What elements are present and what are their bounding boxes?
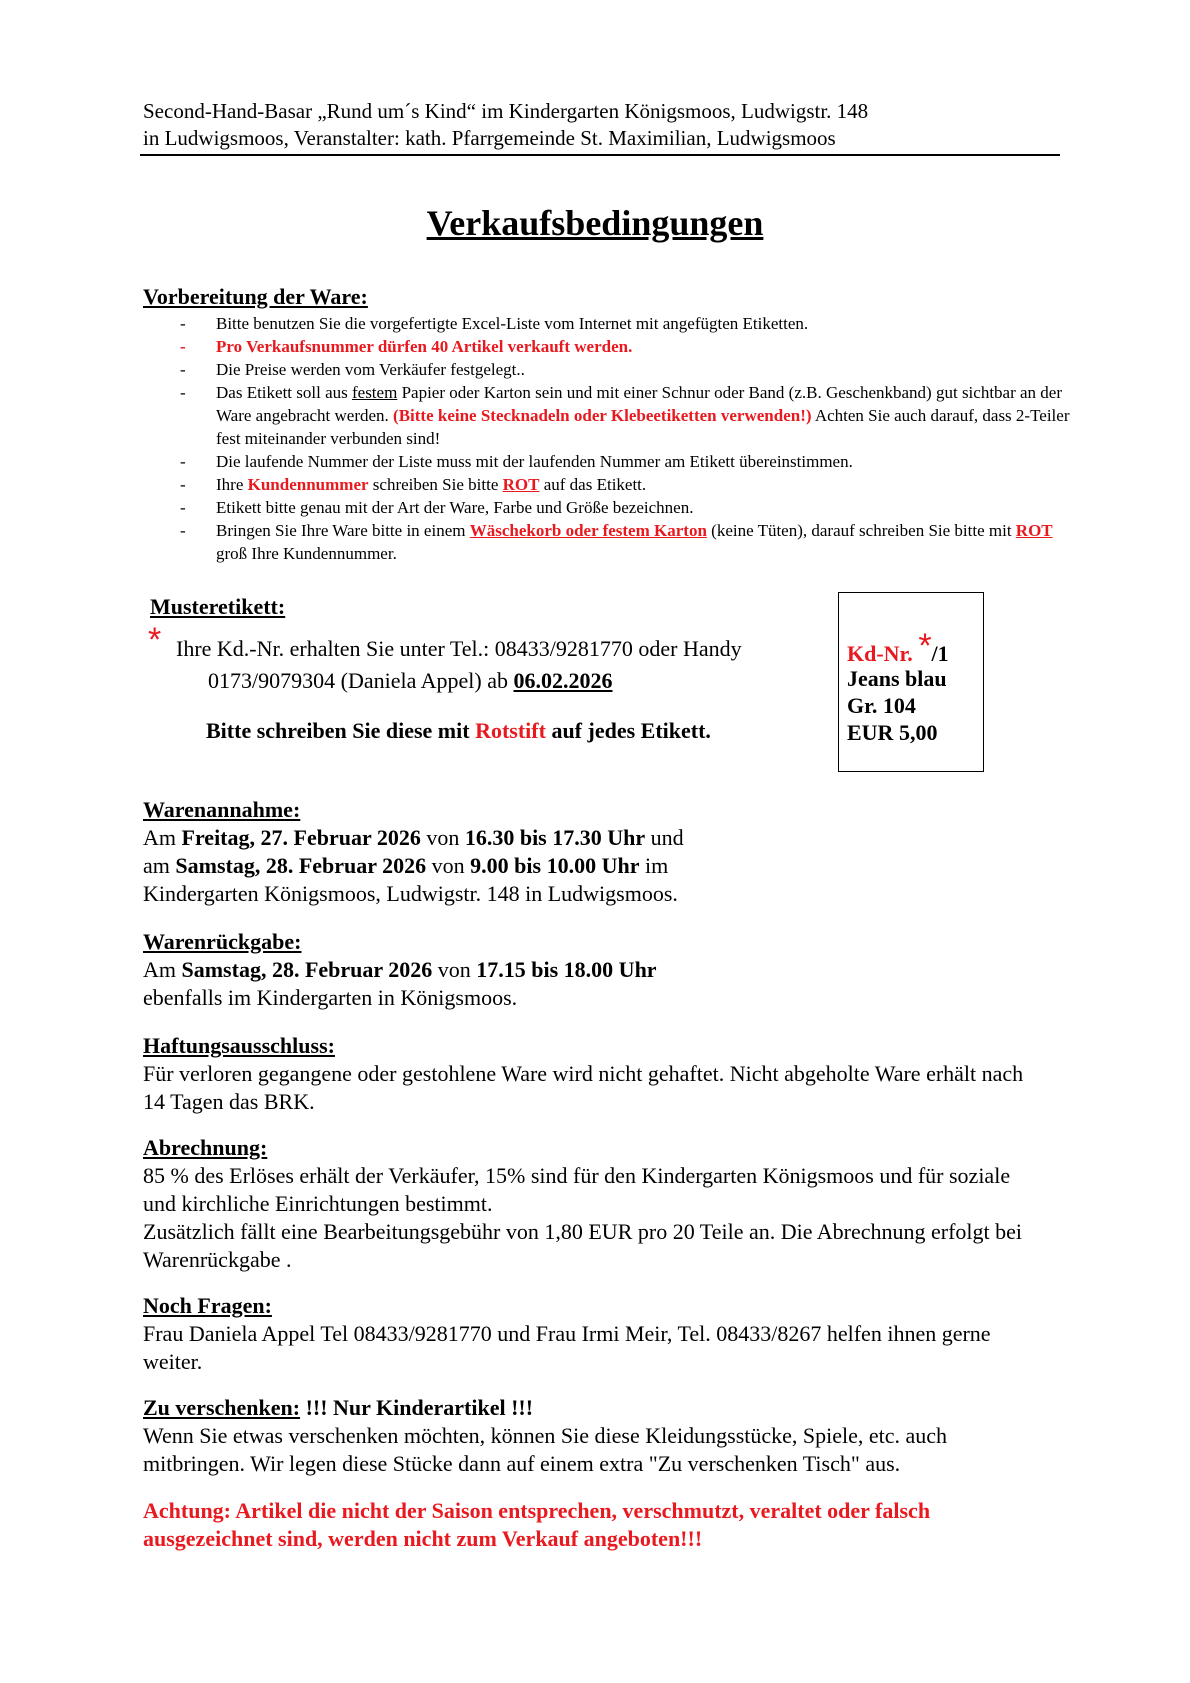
list-item-text: Die laufende Nummer der Liste muss mit der laufenden Nummer am Etikett übereinstimmen. — [216, 452, 853, 471]
muster-line-2 — [208, 667, 828, 695]
haftung-text: Für verloren gegangene oder gestohlene Ware wird nicht gehaftet. Nicht abgeholte Ware erhält nach 14 Tagen das BRK. — [143, 1061, 1024, 1114]
text-run: im — [639, 853, 669, 878]
date-text: Freitag, 27. Februar 2026 — [181, 825, 421, 850]
muster-note-text: Bitte schreiben Sie diese mit — [206, 718, 476, 743]
list-item-text: Etikett bitte genau mit der Art der Ware, Farbe und Größe bezeichnen. — [216, 498, 694, 517]
achtung-warning: Achtung: Artikel die nicht der Saison entsprechen, verschmutzt, veraltet oder falsch ausgezeichnet sind, werden nicht zum Verkauf angeboten!!! — [143, 1498, 931, 1551]
muster-note-text: auf jedes Etikett. — [545, 718, 711, 743]
list-dash: - — [180, 314, 186, 333]
list-item-text: Bringen Sie Ihre Ware bitte in einem — [216, 521, 470, 540]
list-item-text: Das Etikett soll aus — [216, 383, 352, 402]
list-item-text: Die Preise werden vom Verkäufer festgelegt.. — [216, 360, 525, 379]
list-item — [143, 312, 1073, 335]
warning-text: (Bitte keine Stecknadeln oder Klebeetiketten verwenden!) — [393, 406, 812, 425]
list-item — [143, 496, 1073, 519]
warenrueckgabe-line-1 — [143, 956, 1063, 984]
fragen-section — [143, 1292, 1043, 1376]
label-details — [847, 665, 947, 746]
highlight-text: ROT — [502, 475, 540, 494]
verschenken-text: Wenn Sie etwas verschenken möchten, können Sie diese Kleidungsstücke, Spiele, etc. auch mitbringen. Wir legen diese Stücke dann auf einem extra "Zu verschenken Tisch" aus. — [143, 1423, 948, 1476]
asterisk-icon: * — [148, 621, 162, 659]
vorbereitung-heading: Vorbereitung der Ware: — [143, 284, 368, 309]
label-price: EUR 5,00 — [847, 720, 938, 745]
abrechnung-paragraph-2: Zusätzlich fällt eine Bearbeitungsgebühr von 1,80 EUR pro 20 Teile an. Die Abrechnung erfolgt bei Warenrückgabe . — [143, 1219, 1023, 1272]
abrechnung-section — [143, 1134, 1043, 1274]
list-item — [143, 519, 1073, 565]
highlight-text: Kundennummer — [247, 475, 369, 494]
date-text: Samstag, 28. Februar 2026 — [181, 957, 433, 982]
header-line-2: in Ludwigsmoos, Veranstalter: kath. Pfarrgemeinde St. Maximilian, Ludwigsmoos — [143, 126, 836, 150]
vorbereitung-list — [143, 312, 1073, 565]
list-item-text: Bitte benutzen Sie die vorgefertigte Excel-Liste vom Internet mit angefügten Etiketten. — [216, 314, 809, 333]
list-item-text: auf das Etikett. — [539, 475, 647, 494]
list-dash: - — [180, 337, 186, 356]
warenrueckgabe-section — [143, 928, 1063, 1012]
text-run: Am — [143, 957, 182, 982]
list-dash: - — [180, 360, 186, 379]
verschenken-heading-extra: !!! Nur Kinderartikel !!! — [300, 1395, 534, 1420]
label-item: Jeans blau — [847, 666, 947, 691]
warenannahme-line-1 — [143, 824, 1063, 852]
text-run: von — [426, 853, 471, 878]
text-run: Am — [143, 825, 182, 850]
list-item-text: Achten Sie auch darauf, dass 2-Teiler fest miteinander verbunden sind! — [216, 406, 1070, 448]
haftung-heading: Haftungsausschluss: — [143, 1033, 335, 1058]
list-item — [143, 450, 1073, 473]
text-run: von — [432, 957, 477, 982]
list-item — [143, 335, 1073, 358]
warenannahme-line-3: Kindergarten Königsmoos, Ludwigstr. 148 in Ludwigsmoos. — [143, 881, 678, 906]
abrechnung-heading: Abrechnung: — [143, 1135, 268, 1160]
muster-date: 06.02.2026 — [513, 668, 613, 693]
text-run: von — [420, 825, 465, 850]
verschenken-heading: Zu verschenken: — [143, 1395, 301, 1420]
document-header — [143, 98, 1063, 152]
list-item-text: Pro Verkaufsnummer dürfen 40 Artikel verkauft werden. — [216, 337, 633, 356]
list-item-text: (keine Tüten), darauf schreiben Sie bitte mit — [706, 521, 1016, 540]
page-title: Verkaufsbedingungen — [426, 203, 764, 243]
warenannahme-heading: Warenannahme: — [143, 797, 301, 822]
verschenken-section — [143, 1394, 1043, 1478]
fragen-heading: Noch Fragen: — [143, 1293, 272, 1318]
header-divider — [140, 154, 1060, 156]
list-item — [143, 473, 1073, 496]
text-run: am — [143, 853, 176, 878]
list-item-text: schreiben Sie bitte — [368, 475, 503, 494]
time-text: 17.15 bis 18.00 Uhr — [476, 957, 657, 982]
fragen-text: Frau Daniela Appel Tel 08433/9281770 und Frau Irmi Meir, Tel. 08433/8267 helfen ihnen gerne weiter. — [143, 1321, 991, 1374]
muster-heading: Musteretikett: — [150, 594, 286, 619]
underlined-word: festem — [351, 383, 398, 402]
haftung-section — [143, 1032, 1043, 1116]
highlight-text: Wäschekorb oder festem Karton — [469, 521, 707, 540]
list-dash: - — [180, 521, 186, 540]
list-item-text: Papier oder Karton sein und mit einer Schnur oder Band (z.B. Geschenkband) gut sichtbar an der Ware angebracht werden. — [216, 383, 1063, 425]
list-dash: - — [180, 498, 186, 517]
label-kd: Kd-Nr. — [847, 641, 913, 666]
warenannahme-line-2 — [143, 852, 1063, 880]
list-item-text: groß Ihre Kundennummer. — [216, 544, 397, 563]
label-size: Gr. 104 — [847, 693, 916, 718]
list-item-text: Ihre — [216, 475, 248, 494]
rotstift-text: Rotstift — [475, 718, 546, 743]
list-item — [143, 358, 1073, 381]
muster-line-2-text: 0173/9079304 (Daniela Appel) ab — [208, 668, 514, 693]
highlight-text: ROT — [1015, 521, 1053, 540]
abrechnung-paragraph-1: 85 % des Erlöses erhält der Verkäufer, 15% sind für den Kindergarten Königsmoos und für soziale und kirchliche Einrichtungen bestimmt. — [143, 1163, 1011, 1216]
date-text: Samstag, 28. Februar 2026 — [175, 853, 427, 878]
time-text: 9.00 bis 10.00 Uhr — [470, 853, 640, 878]
warenrueckgabe-line-2: ebenfalls im Kindergarten in Königsmoos. — [143, 985, 518, 1010]
header-line-1: Second-Hand-Basar „Rund um´s Kind“ im Kindergarten Königsmoos, Ludwigstr. 148 — [143, 99, 869, 123]
label-asterisk-icon: * — [918, 627, 932, 665]
label-suffix: /1 — [931, 641, 949, 666]
warenrueckgabe-heading: Warenrückgabe: — [143, 929, 302, 954]
text-run: und — [645, 825, 684, 850]
sample-label — [838, 592, 984, 772]
muster-note — [206, 718, 826, 744]
list-dash: - — [180, 452, 186, 471]
list-item — [143, 381, 1073, 450]
muster-line-1: Ihre Kd.-Nr. erhalten Sie unter Tel.: 08433/9281770 oder Handy — [176, 636, 742, 661]
verschenken-heading-line — [143, 1394, 1043, 1422]
list-dash: - — [180, 475, 186, 494]
warenannahme-section — [143, 796, 1063, 908]
time-text: 16.30 bis 17.30 Uhr — [464, 825, 646, 850]
list-dash: - — [180, 383, 186, 402]
